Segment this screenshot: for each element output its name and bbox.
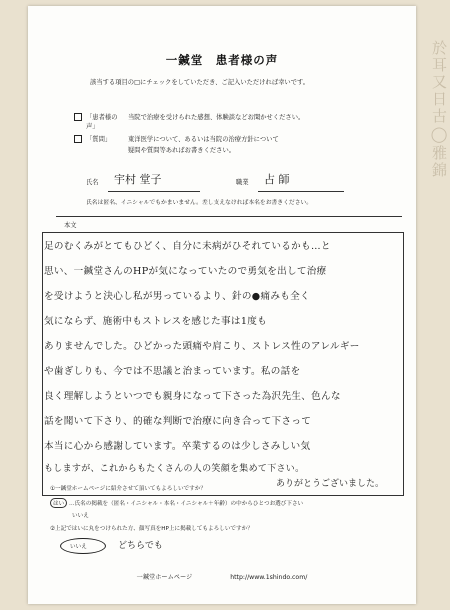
handwritten-line: ありませんでした。ひどかった頭痛や肩こり、ストレス性のアレルギー	[44, 341, 360, 352]
yes-tag: はい	[50, 498, 67, 508]
oval-answer-text: いいえ	[70, 544, 87, 550]
handwritten-line: を受けようと決心し私が男っているより、針の●痛みも全く	[44, 291, 310, 302]
footer	[28, 572, 416, 581]
handwritten-line: 足のむくみがとてもひどく、自分に未病がひそれているかも…と	[44, 241, 331, 252]
option-label: 「質問」	[86, 136, 112, 143]
intro-text: 該当する項目の□にチェックをしていただき、ご記入いただければ幸いです。	[90, 79, 310, 86]
question-1-no: いいえ	[72, 513, 89, 519]
option-desc: 当院で治療を受けられた感想、体験談などお聞かせください。	[128, 114, 305, 121]
name-value: 宇村 堂子	[114, 173, 162, 186]
question-1: ①一鍼堂ホームページに紹介させて頂いてもよろしいですか？	[50, 486, 206, 492]
handwritten-line: や歯ぎしりも、今では不思議と治まっています。私の話を	[44, 366, 301, 377]
handwritten-line: 良く理解しようといつでも親身になって下さった為沢先生、色んな	[44, 391, 341, 402]
option-patient-voice	[74, 112, 378, 130]
questionnaire-sheet	[28, 6, 416, 604]
job-field	[236, 173, 290, 186]
name-field	[86, 173, 162, 186]
handwritten-answer: どちらでも	[118, 541, 163, 551]
page-title: 一鍼堂 患者様の声	[165, 53, 279, 67]
handwritten-line: 気にならず、施術中もストレスを感じた事は1度も	[44, 316, 268, 327]
handwritten-line: 思い、一鍼堂さんのHPが気になっていたので勇気を出して治療	[44, 266, 327, 277]
job-underline	[258, 191, 344, 192]
option-desc: 東洋医学について、あるいは当院の治療方針について 疑問や質問等あればお書きください。	[128, 136, 279, 154]
job-label: 職業	[236, 179, 249, 186]
divider	[56, 216, 402, 217]
job-value: 占 師	[264, 173, 290, 186]
option-question	[74, 134, 378, 156]
handwritten-line: 話を聞いて下さり、的確な判断で治療に向き合って下さって	[44, 416, 312, 427]
name-label: 氏名	[86, 179, 99, 186]
footer-title: 一鍼堂ホームページ	[136, 574, 193, 581]
checkbox-icon	[74, 135, 82, 143]
name-underline	[108, 191, 200, 192]
handwritten-signoff: ありがとうございました。	[276, 479, 385, 489]
name-note: 氏名は匿名、イニシャルでもかまいません。差し支えなければ本名をお書きください。	[86, 200, 313, 206]
handwritten-line: もしますが、これからもたくさんの人の笑顔を集めて下さい。	[44, 464, 305, 474]
footer-url: http://www.1shindo.com/	[230, 574, 308, 581]
background-watermark: 於耳又日古◯雅錦	[430, 40, 448, 179]
body-label: 本文	[64, 222, 77, 229]
checkbox-icon	[74, 113, 82, 121]
question-1-yes	[50, 498, 303, 508]
option-label: 「患者様の声」	[86, 114, 118, 130]
question-1-yes-text: …氏名の掲載を（匿名・イニシャル・本名・イニシャル＋年齢）の中からひとつお選び下さい	[68, 501, 304, 507]
question-2: ②上記ではいに丸をつけられた方、顔写真をHP上に掲載してもよろしいですか？	[50, 526, 253, 532]
handwritten-line: 本当に心から感謝しています。卒業するのは少しさみしい気	[44, 441, 311, 452]
